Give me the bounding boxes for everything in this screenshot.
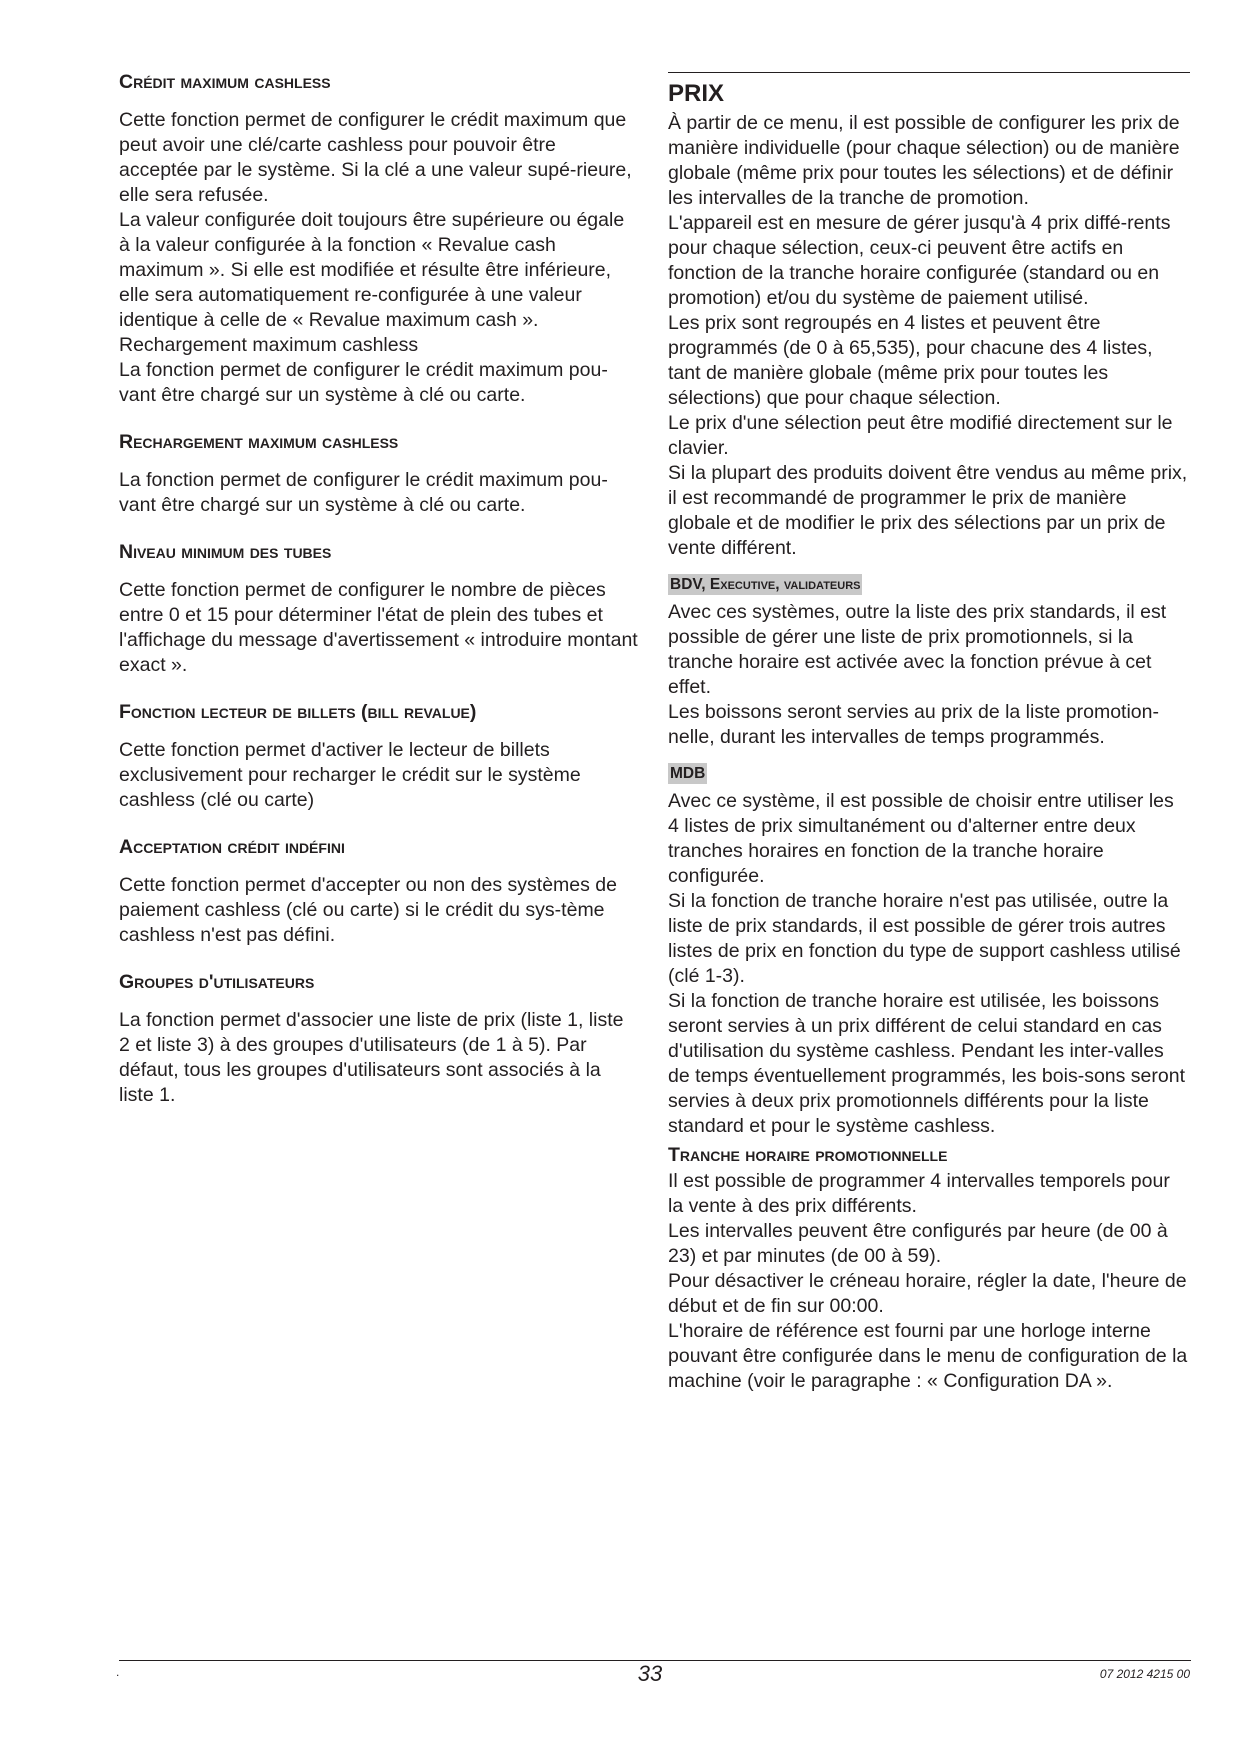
rechargement-heading: Rechargement maximum cashless (119, 431, 399, 453)
page-number: 33 (637, 1661, 663, 1686)
prix-paragraph-2: L'appareil est en mesure de gérer jusqu'à 4 prix diffé-rents pour chaque sélection, ceux-ci peuvent être actifs en fonction de la tranche horaire configurée (standard ou en promotion) et/ou du système de paiement utilisé. (668, 212, 1171, 309)
prix-paragraph-1: À partir de ce menu, il est possible de configurer les prix de manière individuelle (pour chaque sélection) ou de manière globale (même prix pour toutes les sélections) et de définir les intervalles de la tranche de promotion. (668, 112, 1180, 209)
prix-paragraph-5: Si la plupart des produits doivent être vendus au même prix, il est recommandé de programmer le prix de manière globale et de modifier le prix des sélections par un prix de vente différent. (668, 462, 1188, 559)
mdb-subheading: MDB (670, 765, 706, 782)
tranche-horaire-paragraph-4: L'horaire de référence est fourni par une horloge interne pouvant être configurée dans le menu de configuration de la machine (voir le paragraphe : « Configuration DA ». (668, 1320, 1188, 1392)
document-code: 07 2012 4215 00 (1099, 1667, 1190, 1681)
acceptation-credit-paragraph: Cette fonction permet d'accepter ou non des systèmes de paiement cashless (clé ou carte) si le crédit du sys-tème cashless n'est pas défini. (119, 874, 618, 946)
credit-maximum-paragraph-4: La fonction permet de configurer le crédit maximum pou-vant être chargé sur un système à clé ou carte. (119, 359, 608, 406)
tranche-horaire-paragraph-2: Les intervalles peuvent être configurés par heure (de 00 à 23) et par minutes (de 00 à 59). (668, 1220, 1168, 1267)
credit-maximum-paragraph-1: Cette fonction permet de configurer le crédit maximum que peut avoir une clé/carte cashless pour pouvoir être acceptée par le système. Si la clé a une valeur supé-rieure, elle sera refusée. (119, 109, 632, 206)
left-column (119, 62, 639, 1108)
right-column (668, 62, 1190, 1394)
tranche-horaire-paragraph-3: Pour désactiver le créneau horaire, régler la date, l'heure de début et de fin sur 00:00. (668, 1270, 1187, 1317)
lecteur-billets-heading: Fonction lecteur de billets (bill revalue) (119, 701, 477, 723)
bdv-subheading: BDV, Executive, validateurs (670, 576, 861, 593)
mdb-paragraph-2: Si la fonction de tranche horaire n'est pas utilisée, outre la liste de prix standards, il est possible de gérer trois autres listes de prix en fonction du type de support cashless utilisé (clé 1-3). (668, 890, 1181, 987)
mdb-paragraph-1: Avec ce système, il est possible de choisir entre utiliser les 4 listes de prix simultanément ou d'alterner entre deux tranches horaires en fonction de la tranche horaire configurée. (668, 790, 1174, 887)
prix-paragraph-3: Les prix sont regroupés en 4 listes et peuvent être programmés (de 0 à 65,535), pour chacune des 4 listes, tant de manière globale (même prix pour toutes les sélections) que pour chaque sélection. (668, 312, 1153, 409)
tranche-horaire-paragraph-1: Il est possible de programmer 4 intervalles temporels pour la vente à des prix différents. (668, 1170, 1170, 1217)
lecteur-billets-paragraph: Cette fonction permet d'activer le lecteur de billets exclusivement pour recharger le crédit sur le système cashless (clé ou carte) (119, 739, 581, 811)
niveau-tubes-paragraph: Cette fonction permet de configurer le nombre de pièces entre 0 et 15 pour déterminer l'état de plein des tubes et l'affichage du message d'avertissement « introduire montant exact ». (119, 579, 638, 676)
footer-dot: . (116, 1665, 120, 1679)
tranche-horaire-heading: Tranche horaire promotionnelle (668, 1144, 948, 1166)
prix-paragraph-4: Le prix d'une sélection peut être modifié directement sur le clavier. (668, 412, 1173, 459)
credit-maximum-paragraph-3: Rechargement maximum cashless (119, 334, 419, 356)
prix-title: PRIX (668, 80, 725, 107)
section-top-rule (668, 72, 1190, 73)
credit-maximum-heading: Crédit maximum cashless (119, 71, 331, 93)
bdv-paragraph-1: Avec ces systèmes, outre la liste des prix standards, il est possible de gérer une liste de prix promotionnels, si la tranche horaire est activée avec la fonction prévue à cet effet. (668, 601, 1167, 698)
niveau-tubes-heading: Niveau minimum des tubes (119, 541, 332, 563)
bdv-paragraph-2: Les boissons seront servies au prix de la liste promotion-nelle, durant les intervalles de temps programmés. (668, 701, 1159, 748)
rechargement-paragraph: La fonction permet de configurer le crédit maximum pou-vant être chargé sur un système à clé ou carte. (119, 469, 608, 516)
groupes-utilisateurs-heading: Groupes d'utilisateurs (119, 971, 315, 993)
mdb-paragraph-3: Si la fonction de tranche horaire est utilisée, les boissons seront servies à un prix différent de celui standard en cas d'utilisation du système cashless. Pendant les inter-valles de temps éventuellement programmés, les bois-sons seront servies à deux prix promotionnels différents pour la liste standard et pour le système cashless. (668, 990, 1185, 1137)
acceptation-credit-heading: Acceptation crédit indéfini (119, 836, 345, 858)
credit-maximum-paragraph-2: La valeur configurée doit toujours être supérieure ou égale à la valeur configurée à la fonction « Revalue cash maximum ». Si elle est modifiée et résulte être inférieure, elle sera automatiquement re-configurée à une valeur identique à celle de « Revalue maximum cash ». (119, 209, 625, 331)
groupes-utilisateurs-paragraph: La fonction permet d'associer une liste de prix (liste 1, liste 2 et liste 3) à des groupes d'utilisateurs (de 1 à 5). Par défaut, tous les groupes d'utilisateurs sont associés à la liste 1. (119, 1009, 624, 1106)
